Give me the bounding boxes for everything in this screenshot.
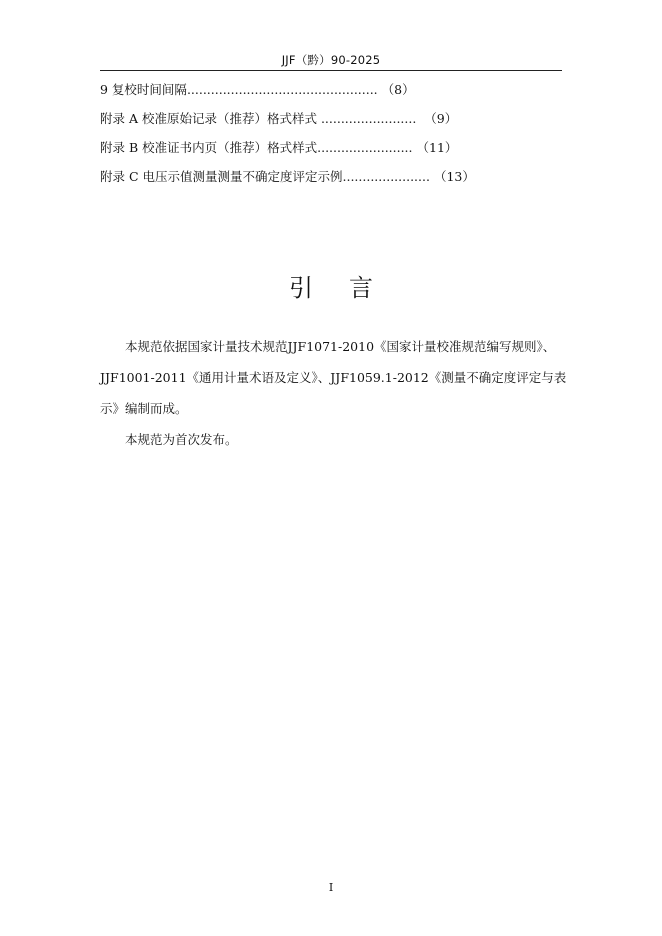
toc-entry-label: 9 复校时间间隔 [100, 82, 187, 97]
toc-entry[interactable] [100, 110, 570, 139]
toc-entry[interactable] [100, 139, 570, 168]
introduction-paragraph: 本规范为首次发布。 [125, 432, 238, 447]
toc-page-number: （9） [424, 111, 458, 126]
toc-page-number: （13） [433, 169, 475, 184]
introduction-body [100, 331, 570, 455]
toc-entry-label: 附录 B 校准证书内页（推荐）格式样式 [100, 140, 318, 155]
toc-leader-dots: ................................................ [186, 82, 378, 97]
toc-page-number: （11） [416, 140, 458, 155]
document-code-header: JJF（黔）90-2025 [281, 53, 381, 67]
toc-page-number: （8） [381, 82, 415, 97]
toc-leader-dots: ........................ [317, 140, 413, 155]
toc-entry-label: 附录 A 校准原始记录（推荐）格式样式 [100, 111, 317, 126]
toc-entry[interactable] [100, 81, 570, 110]
page-number: I [328, 881, 334, 894]
toc-leader-dots: ...................... [342, 169, 430, 184]
table-of-contents [100, 81, 570, 197]
header-divider [100, 70, 562, 71]
toc-entry[interactable] [100, 168, 570, 197]
introduction-paragraph: 本规范依据国家计量技术规范JJF1071-2010《国家计量校准规范编写规则》、JJF1001-2011《通用计量术语及定义》、JJF1059.1-2012《测量不确定度评定与表示》编制而成。 [100, 339, 567, 416]
toc-entry-label: 附录 C 电压示值测量测量不确定度评定示例 [100, 169, 343, 184]
section-title-introduction: 引言 [289, 274, 409, 302]
toc-leader-dots: ........................ [316, 111, 421, 126]
